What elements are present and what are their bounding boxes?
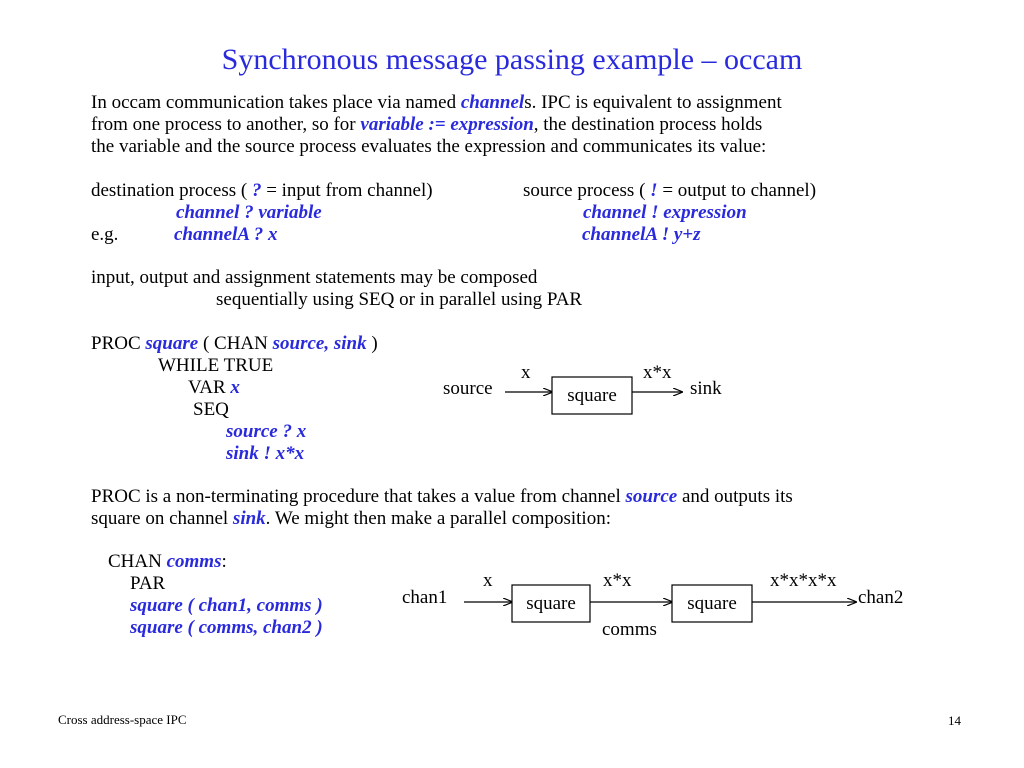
keyword-source: source bbox=[625, 486, 678, 507]
intro-text: , the destination process holds bbox=[533, 114, 763, 135]
description-line-1 bbox=[91, 486, 793, 508]
intro-text: from one process to another, so for bbox=[91, 114, 361, 135]
input-form: channel ? variable bbox=[176, 202, 322, 223]
diagram2-x-label: x bbox=[483, 570, 493, 591]
io-text: = output to channel) bbox=[657, 180, 817, 201]
var-keyword: VAR bbox=[188, 377, 231, 398]
par-keyword: PAR bbox=[130, 573, 166, 594]
diagram2-xx-label: x*x bbox=[603, 570, 632, 591]
intro-line-3: the variable and the source process evaluates the expression and communicates its value: bbox=[91, 136, 767, 157]
chan-declaration bbox=[108, 551, 227, 573]
par-call-2: square ( comms, chan2 ) bbox=[130, 617, 323, 638]
diagram1-box-label: square bbox=[567, 385, 617, 406]
description-text: PROC is a non-terminating procedure that takes a value from channel bbox=[91, 486, 626, 507]
footer-title: Cross address-space IPC bbox=[58, 712, 187, 727]
output-example: channelA ! y+z bbox=[582, 224, 701, 245]
diagram2-comms-label: comms bbox=[602, 619, 657, 640]
slide-title: Synchronous message passing example – occam bbox=[221, 43, 803, 76]
proc-while: WHILE TRUE bbox=[158, 355, 274, 376]
chan-keyword: CHAN bbox=[108, 551, 167, 572]
description-text: and outputs its bbox=[677, 486, 793, 507]
page-number: 14 bbox=[948, 713, 961, 728]
par-call-1: square ( chan1, comms ) bbox=[130, 595, 323, 616]
diagram2-box2-label: square bbox=[687, 593, 737, 614]
chan-colon: : bbox=[221, 551, 227, 572]
io-text: = input from channel) bbox=[261, 180, 433, 201]
proc-stmt-output: sink ! x*x bbox=[226, 443, 305, 464]
diagram2-chan1-label: chan1 bbox=[402, 587, 448, 608]
io-text: destination process ( bbox=[91, 180, 252, 201]
input-operator: ? bbox=[251, 180, 262, 201]
keyword-assignment: variable := expression bbox=[360, 114, 534, 135]
intro-text: s. IPC is equivalent to assignment bbox=[524, 92, 782, 113]
intro-text: In occam communication takes place via named bbox=[91, 92, 461, 113]
keyword-channel: channel bbox=[460, 92, 525, 113]
proc-seq: SEQ bbox=[193, 399, 229, 420]
diagram2-box1-label: square bbox=[526, 593, 576, 614]
compose-line-1: input, output and assignment statements may be composed bbox=[91, 267, 538, 288]
description-line-2 bbox=[91, 508, 611, 530]
proc-name: square bbox=[145, 333, 199, 354]
proc-text: ( CHAN bbox=[198, 333, 273, 354]
diagram1-source-label: source bbox=[443, 378, 493, 399]
diagram2-xxxx-label: x*x*x*x bbox=[770, 570, 837, 591]
description-text: . We might then make a parallel composition: bbox=[265, 508, 611, 529]
output-form: channel ! expression bbox=[583, 202, 747, 223]
description-text: square on channel bbox=[91, 508, 233, 529]
input-example: channelA ? x bbox=[174, 224, 278, 245]
proc-stmt-input: source ? x bbox=[226, 421, 307, 442]
diagram2-chan2-label: chan2 bbox=[858, 587, 904, 608]
example-label: e.g. bbox=[91, 224, 119, 245]
proc-params: source, sink bbox=[272, 333, 367, 354]
keyword-sink: sink bbox=[232, 508, 266, 529]
var-name: x bbox=[230, 377, 240, 398]
io-text: source process ( bbox=[523, 180, 651, 201]
diagram1-output-label: x*x bbox=[643, 362, 672, 383]
diagram1-input-label: x bbox=[521, 362, 531, 383]
compose-line-2: sequentially using SEQ or in parallel using PAR bbox=[216, 289, 583, 310]
proc-text: ) bbox=[366, 333, 378, 354]
diagram1-sink-label: sink bbox=[690, 378, 722, 399]
output-operator: ! bbox=[650, 180, 658, 201]
proc-keyword: PROC bbox=[91, 333, 146, 354]
chan-name: comms bbox=[166, 551, 222, 572]
